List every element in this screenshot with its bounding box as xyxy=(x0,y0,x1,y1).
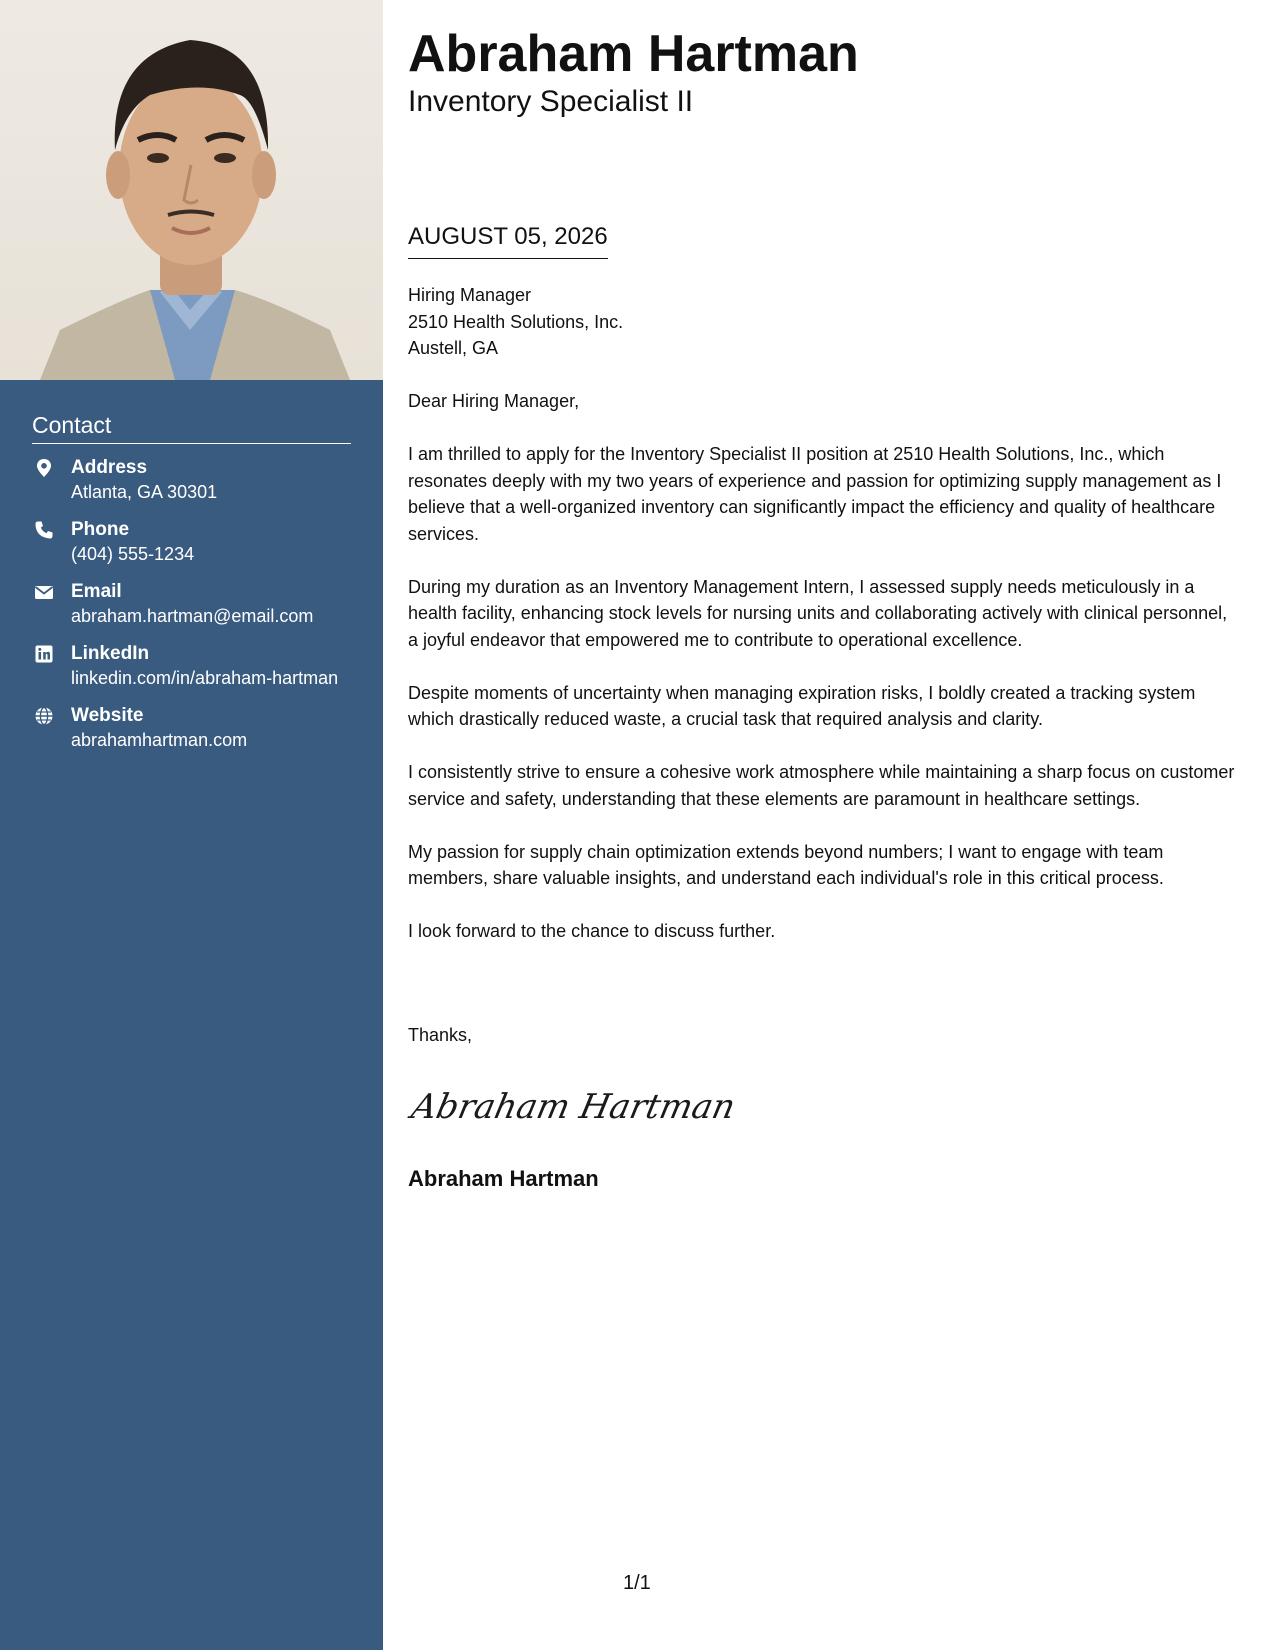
signer-name: Abraham Hartman xyxy=(408,1166,599,1191)
linkedin-icon xyxy=(34,644,54,664)
address-label: Address xyxy=(71,457,148,478)
contact-phone xyxy=(32,518,351,566)
linkedin-value[interactable]: linkedin.com/in/abraham-hartman xyxy=(71,668,339,688)
svg-text:Abraham Hartman: Abraham Hartman xyxy=(408,1087,739,1127)
recipient-line: Austell, GA xyxy=(408,338,499,358)
job-title: Inventory Specialist II xyxy=(408,85,694,118)
recipient-block xyxy=(408,282,623,362)
sidebar xyxy=(0,0,383,1650)
phone-value[interactable]: (404) 555-1234 xyxy=(71,544,195,564)
profile-photo xyxy=(0,0,383,380)
email-label: Email xyxy=(71,581,122,602)
phone-label: Phone xyxy=(71,519,130,540)
recipient-line: 2510 Health Solutions, Inc. xyxy=(408,311,624,332)
letter-paragraph: I look forward to the chance to discuss further. xyxy=(408,921,776,941)
linkedin-label: LinkedIn xyxy=(71,643,150,664)
signature xyxy=(408,1080,739,1130)
contact-title: Contact xyxy=(32,412,351,444)
contact-email xyxy=(32,580,351,628)
website-value[interactable]: abrahamhartman.com xyxy=(71,730,248,750)
contact-address xyxy=(32,456,351,504)
phone-icon xyxy=(34,520,54,540)
globe-icon xyxy=(34,706,54,726)
recipient-line: Hiring Manager xyxy=(408,285,532,305)
contact-section xyxy=(32,412,351,766)
letter-paragraph: During my duration as an Inventory Management Intern, I assessed supply needs meticulously in a health facility, enhancing stock levels for nursing units and collaborating actively with clinical personnel, a joyful endeavor that empowered me to contribute to operational excellence. xyxy=(408,576,1228,650)
contact-website xyxy=(32,704,351,752)
letter-date: AUGUST 05, 2026 xyxy=(408,222,608,259)
salutation: Dear Hiring Manager, xyxy=(408,391,580,411)
letter-body xyxy=(408,388,1240,971)
email-value[interactable]: abraham.hartman@email.com xyxy=(71,606,314,626)
closing: Thanks, xyxy=(408,1025,473,1045)
address-value: Atlanta, GA 30301 xyxy=(71,482,218,502)
location-pin-icon xyxy=(34,458,54,478)
contact-linkedin xyxy=(32,642,351,690)
email-icon xyxy=(34,582,54,602)
letter-paragraph: I consistently strive to ensure a cohesive work atmosphere while maintaining a sharp focus on customer service and safety, understanding that these elements are paramount in healthcare settings. xyxy=(408,762,1235,809)
page-number: 1/1 xyxy=(623,1572,651,1594)
applicant-name: Abraham Hartman xyxy=(408,25,859,83)
letter-paragraph: I am thrilled to apply for the Inventory Specialist II position at 2510 Health Solutions, Inc., which resonates deeply with my two years of experience and passion for optimizing supply management as I believe that a well-organized inventory can significantly impact the efficiency and quality of healthcare services. xyxy=(408,444,1222,544)
website-label: Website xyxy=(71,705,144,726)
letter-paragraph: My passion for supply chain optimization extends beyond numbers; I want to engage with team members, share valuable insights, and understand each individual's role in this critical process. xyxy=(408,841,1164,888)
letter-paragraph: Despite moments of uncertainty when managing expiration risks, I boldly created a tracking system which drastically reduced waste, a crucial task that required analysis and clarity. xyxy=(408,682,1196,729)
